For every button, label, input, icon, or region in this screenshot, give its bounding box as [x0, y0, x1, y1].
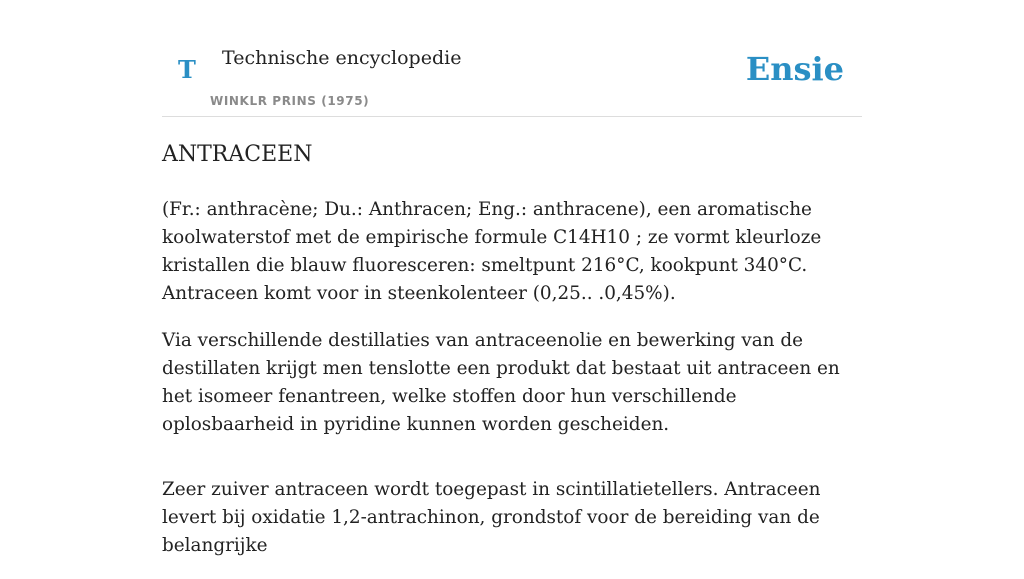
article-paragraph: (Fr.: anthracène; Du.: Anthracen; Eng.: anthracene), een aromatische koolwaterstof met de empirische formule C14H10 ; ze vormt kleurloze kristallen die blauw fluoresceren: smeltpunt 216°C, kookpunt 340°C. Antraceen komt voor in steenkolenteer (0,25.. .0,45%).: [162, 199, 822, 304]
article-content: [162, 140, 862, 579]
book-icon[interactable]: T: [178, 55, 196, 84]
page-header: [162, 0, 862, 117]
ensie-logo[interactable]: Ensie: [745, 50, 844, 88]
book-title-link[interactable]: Technische encyclopedie: [222, 47, 462, 69]
article-paragraph: Zeer zuiver antraceen wordt toegepast in scintillatietellers. Antraceen levert bij oxidatie 1,2-antrachinon, grondstof voor de bereiding van de belangrijke: [162, 479, 821, 556]
book-source: WINKLR PRINS (1975): [210, 94, 370, 108]
article-paragraph: Via verschillende destillaties van antraceenolie en bewerking van de destillaten krijgt men tenslotte een produkt dat bestaat uit antraceen en het isomeer fenantreen, welke stoffen door hun verschillende oplosbaarheid in pyridine kunnen worden gescheiden.: [162, 330, 840, 435]
entry-title: ANTRACEEN: [162, 142, 313, 167]
